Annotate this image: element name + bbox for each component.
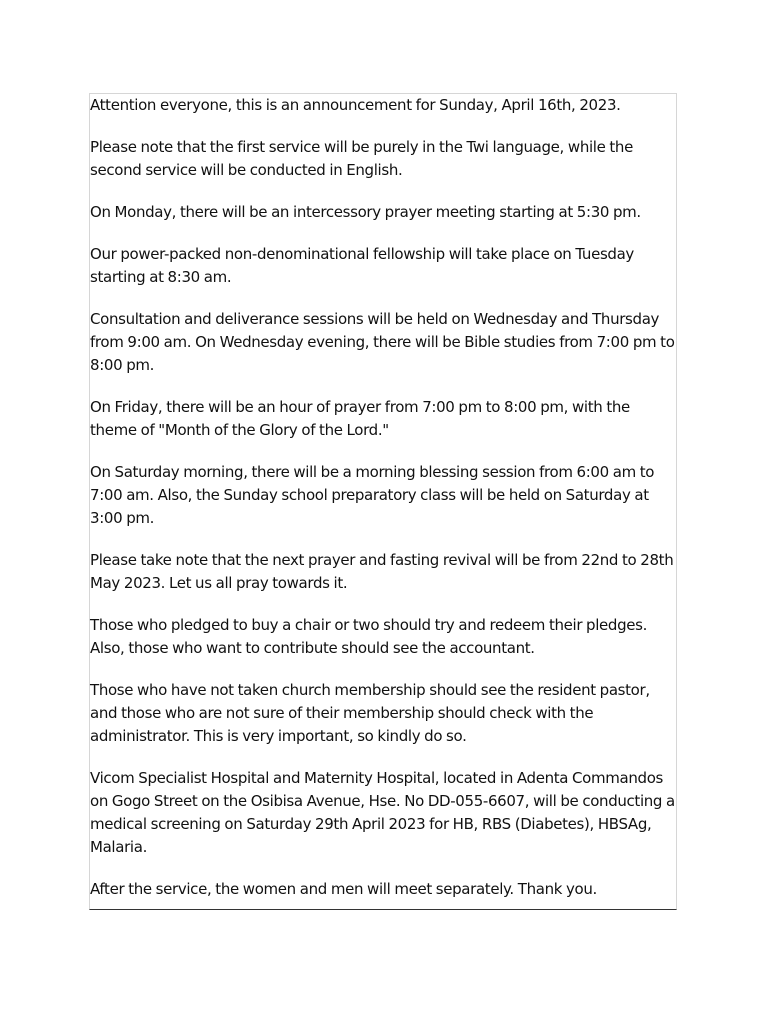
paragraph-revival: Please take note that the next prayer and fasting revival will be from 22nd to 28th May 2023. Let us all pray towards it.: [90, 551, 674, 592]
paragraph-friday: On Friday, there will be an hour of prayer from 7:00 pm to 8:00 pm, with the theme of "Month of the Glory of the Lord.": [90, 398, 630, 439]
paragraph-saturday: On Saturday morning, there will be a morning blessing session from 6:00 am to 7:00 am. Also, the Sunday school preparatory class will be held on Saturday at 3:00 pm.: [90, 463, 655, 527]
paragraph-medical-screening: Vicom Specialist Hospital and Maternity Hospital, located in Adenta Commandos on Gogo Street on the Osibisa Avenue, Hse. No DD-055-6607, will be conducting a medical screening on Saturday 29th April 2023 for HB, RBS (Diabetes), HBSAg, Malaria.: [90, 769, 675, 856]
paragraph-services-language: Please note that the first service will be purely in the Twi language, while the second service will be conducted in English.: [90, 138, 633, 179]
paragraph-tuesday: Our power-packed non-denominational fellowship will take place on Tuesday starting at 8:30 am.: [90, 245, 634, 286]
paragraph-monday: On Monday, there will be an intercessory prayer meeting starting at 5:30 pm.: [90, 203, 641, 221]
announcement-text: [90, 94, 680, 920]
paragraph-pledges: Those who pledged to buy a chair or two should try and redeem their pledges. Also, those who want to contribute should see the accountant.: [90, 616, 648, 657]
paragraph-date: Attention everyone, this is an announcement for Sunday, April 16th, 2023.: [90, 96, 621, 114]
paragraph-wednesday-thursday: Consultation and deliverance sessions will be held on Wednesday and Thursday from 9:00 am. On Wednesday evening, there will be Bible studies from 7:00 pm to 8:00 pm.: [90, 310, 675, 374]
paragraph-membership: Those who have not taken church membership should see the resident pastor, and those who are not sure of their membership should check with the administrator. This is very important, so kindly do so.: [90, 681, 650, 745]
paragraph-closing: After the service, the women and men will meet separately. Thank you.: [90, 880, 597, 898]
